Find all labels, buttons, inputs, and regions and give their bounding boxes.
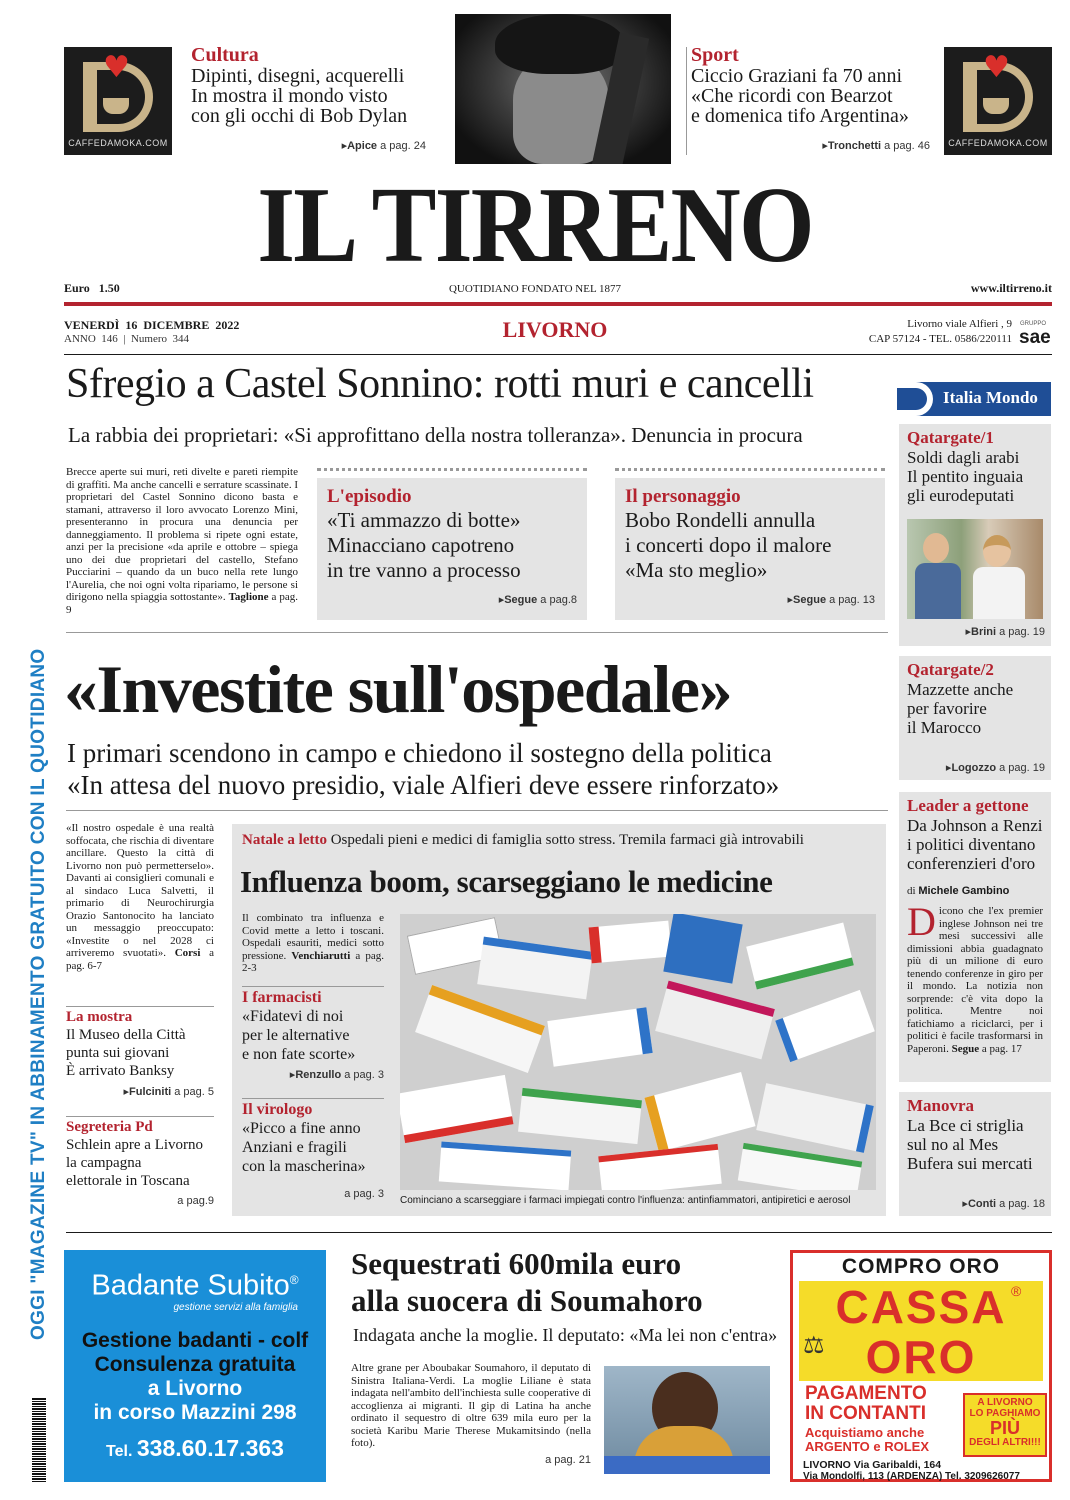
founded: QUOTIDIANO FONDATO NEL 1877 [448, 283, 621, 295]
promo-line: Ciccio Graziani fa 70 anni [691, 65, 903, 87]
box-personaggio[interactable]: Il personaggio Bobo Rondelli annulla i concerti dopo il malore «Ma sto meglio» ▸Segue a pag. 13 [615, 478, 885, 620]
promo-kicker: Cultura [191, 44, 259, 66]
promo-line: e domenica tifo Argentina» [691, 105, 909, 127]
promo-line: «Che ricordi con Bearzot [691, 85, 893, 107]
brief-segreteria[interactable]: Segreteria Pd Schlein apre a Livorno la campagna elettorale in Toscana a pag.9 [66, 1116, 214, 1207]
ad-cassa-oro[interactable]: COMPRO ORO CASSA ® ORO ⚖ PAGAMENTO IN CONTANTI Acquistiamo anche ARGENTO e ROLEX A LIVORNO LO PAGHIAMO PIÙ DEGLI ALTRI!!! LIVORNO Via Garibaldi, 164 Via Mondolfi, 113 (ARDENZA) Tel. 3209626077 [790, 1250, 1052, 1482]
phone: CAP 57124 - TEL. 0586/220111 [868, 333, 1012, 345]
main-body: «Il nostro ospedale è una realtà soffocata, che rischia di diventare ancillare. Questo la città di Livorno non può permetterselo». Davanti ai consiglieri comunali e al sindaco Luca Salvetti, il primario di Neurochirurgia Orazio Santonocito ha lanciato un messaggio preoccupato: «Investite o nel 2028 ci arriveremo svuotati». Corsi a pag. 6-7 [66, 822, 214, 972]
bob-dylan-photo [455, 14, 671, 164]
mukamitsindo-photo [604, 1366, 770, 1474]
soumahoro-body: Altre grane per Aboubakar Soumahoro, il deputato di Sinistra Italiana-Verdi. La moglie Liliane è stata indagata nell'ambito dell'inchiesta sulle cooperative di accoglienza ai migranti. Il gip di Latina ha anche ordinato il sequestro di oltre 639 mila euro per la società Karibu Marie Therese Mukamitsindo (nella foto). [351, 1362, 591, 1449]
website[interactable]: www.iltirreno.it [970, 281, 1052, 295]
qatargate-photo [907, 519, 1043, 619]
masthead-title: IL TIRRENO [257, 166, 813, 285]
flu-kicker-line: Natale a letto Ospedali pieni e medici di famiglia sotto stress. Tremila farmaci già introvabili [242, 832, 804, 848]
sidebar-item-manovra[interactable]: Manovra La Bce ci striglia sul no al Mes Bufera sui mercati ▸Conti a pag. 18 [899, 1092, 1051, 1216]
promo-kicker: Sport [691, 44, 739, 66]
issue-number: ANNO 146 | Numero 344 [64, 333, 190, 345]
photo-caption: Cominciano a scarseggiare i farmaci impiegati contro l'influenza: antinfiammatori, antipiretici e aerosol [400, 1195, 851, 1206]
ad-badante-subito[interactable]: Badante Subito® gestione servizi alla famiglia Gestione badanti - colf Consulenza gratuita a Livorno in corso Mazzini 298 Tel. 338.60.17.363 [64, 1250, 326, 1482]
side-banner: OGGI "MAGAZINE TV" IN ABBINAMENTO GRATUITO CON IL QUOTIDIANO [28, 648, 49, 1340]
flu-body: Il combinato tra influenza e Covid mette a letto i toscani. Ospedali esauriti, medici sotto pressione. Venchiarutti a pag. 2-3 [242, 912, 385, 974]
sidebar-item-qatargate-1[interactable]: Qatargate/1 Soldi dagli arabi Il pentito inguaia gli eurodeputati ▸Brini a pag. 19 [899, 424, 1051, 646]
soumahoro-ref: a pag. 21 [545, 1454, 591, 1466]
sidebar-item-leader-gettone[interactable]: Leader a gettone Da Johnson a Renzi i politici diventano conferenzieri d'oro di Michele Gambino Dicono che l'ex premier inglese Johnson nei tre mesi successivi alle dimissioni abbia guadagnato più di un milione di euro tenendo conferenze in giro per il mondo. La notizia non sorprende: c'è vita dopo la politica. Mentre noi fatichiamo a riciclarci, per i politici è facile trasformarsi in Paperoni. Segue a pag. 17 [899, 792, 1051, 1082]
promo-ref: ▸Tronchetti a pag. 46 [822, 140, 930, 152]
byline: di Michele Gambino [907, 885, 1010, 897]
flu-headline[interactable]: Influenza boom, scarseggiano le medicine [240, 864, 773, 899]
soumahoro-headline-2[interactable]: alla suocera di Soumahoro [351, 1283, 703, 1318]
dropcap: D [907, 899, 936, 944]
main-headline[interactable]: «Investite sull'ospedale» [64, 651, 732, 727]
sae-logo: sae [1019, 327, 1051, 348]
box-episodio[interactable]: L'episodio «Ti ammazzo di botte» Minacciano capotreno in tre vanno a processo ▸Segue a pag.8 [317, 478, 587, 620]
soumahoro-subhead: Indagata anche la moglie. Il deputato: «Ma lei non c'entra» [353, 1325, 778, 1345]
caffedamoka-logo-right[interactable]: ♥ CAFFEDAMOKA.COM [944, 47, 1052, 155]
promo-line: In mostra il mondo visto [191, 85, 388, 107]
promo-cultura[interactable] [191, 44, 431, 126]
top-headline[interactable]: Sfregio a Castel Sonnino: rotti muri e cancelli [66, 361, 814, 407]
group-label: GRUPPO [1020, 321, 1047, 327]
heart-icon: ♥ [983, 50, 1010, 85]
heart-icon: ♥ [103, 50, 130, 85]
brief-mostra[interactable]: La mostra Il Museo della Città punta sui giovani È arrivato Banksy ▸Fulciniti a pag. 5 [66, 1006, 214, 1098]
flu-item-virologo[interactable]: Il virologo «Picco a fine anno Anziani e fragili con la mascherina» a pag. 3 [242, 1098, 384, 1200]
sidebar-header[interactable]: Italia Mondo [899, 382, 1051, 416]
sidebar-item-qatargate-2[interactable]: Qatargate/2 Mazzette anche per favorire il Marocco ▸Logozzo a pag. 19 [899, 656, 1051, 780]
address: Livorno viale Alfieri , 9 [907, 318, 1012, 330]
main-sub2: «In attesa del nuovo presidio, viale Alfieri deve essere rinforzato» [67, 770, 780, 800]
price: Euro 1.50 [64, 281, 120, 295]
barcode [32, 1398, 46, 1482]
promo-line: con gli occhi di Bob Dylan [191, 105, 408, 127]
medicine-boxes-photo [400, 914, 876, 1190]
flu-item-farmacisti[interactable]: I farmacisti «Fidatevi di noi per le alternative e non fate scorte» ▸Renzullo a pag. 3 [242, 986, 384, 1081]
promo-line: Dipinti, disegni, acquerelli [191, 65, 405, 87]
promo-ref: ▸Apice a pag. 24 [341, 140, 426, 152]
main-sub1: I primari scendono in campo e chiedono il sostegno della politica [67, 738, 772, 768]
promo-sport[interactable] [691, 44, 936, 126]
price-badge: A LIVORNO LO PAGHIAMO PIÙ DEGLI ALTRI!!! [963, 1393, 1047, 1457]
top-subhead: La rabbia dei proprietari: «Si approfittano della nostra tolleranza». Denuncia in procura [68, 423, 803, 447]
scales-icon: ⚖ [803, 1331, 825, 1359]
dateline: VENERDÌ 16 DICEMBRE 2022 [64, 318, 240, 332]
caffedamoka-logo-left[interactable]: ♥ CAFFEDAMOKA.COM [64, 47, 172, 155]
soumahoro-headline-1[interactable]: Sequestrati 600mila euro [351, 1246, 682, 1281]
top-body: Brecce aperte sui muri, reti divelte e pareti riempite di graffiti. Ma anche cancelli e serrature scassinate. I proprietari del Castel Sonnino dicono basta e stamani, attraverso il loro avvocato Lorenzo Mini, presenteranno in procura una denuncia per danneggiamento. Il problema si ripete ogni estate, anzi per la precisione «da aprile e ottobre – spiega uno dei due proprietari del castello, Stefano Pucciarini – quando da un buco nella rete lungo l'Aurelia, che noi ogni volta ripariamo, le persone si dirigono nella spiaggia sottostante». Taglione a pag. 9 [66, 466, 298, 616]
edition-name: LIVORNO [502, 317, 608, 342]
